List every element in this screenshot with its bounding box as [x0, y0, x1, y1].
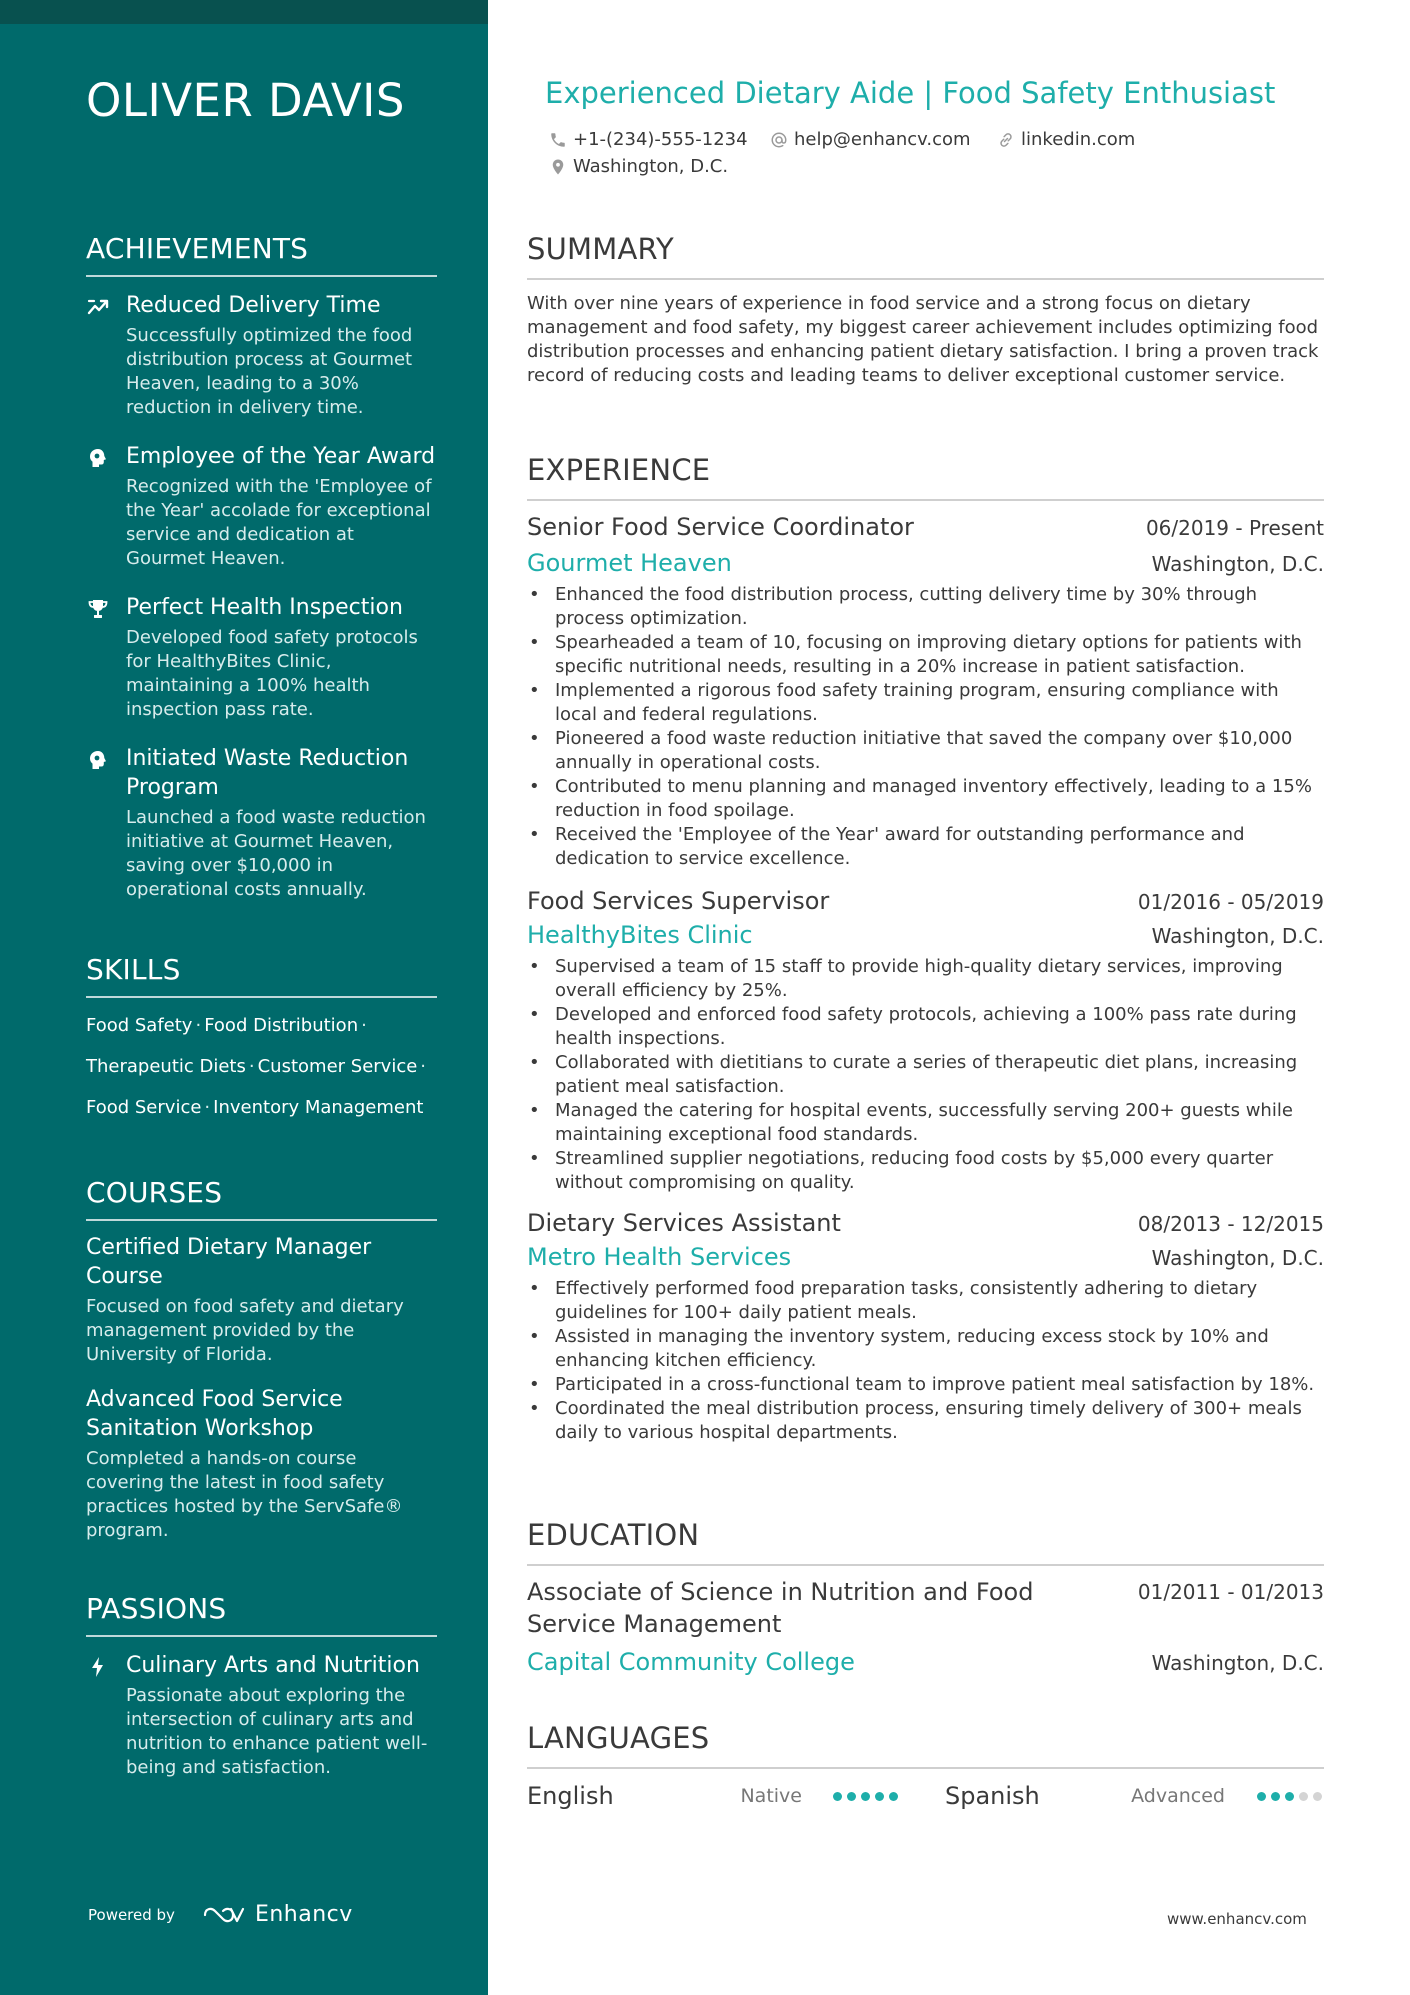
job-bullet: • Implemented a rigorous food safety training program, ensuring compliance with local and federal regulations. — [527, 679, 1324, 727]
achievement-title: Employee of the Year Award — [126, 444, 436, 469]
achievement-desc: Launched a food waste reduction initiative at Gourmet Heaven, saving over $10,000 in operational costs annually. — [126, 807, 426, 900]
achievement-title: Initiated Waste Reduction Program — [126, 746, 409, 800]
job-bullet: • Enhanced the food distribution process, cutting delivery time by 30% through process optimization. — [527, 583, 1324, 631]
language-name: Spanish — [945, 1782, 1040, 1810]
achievement-item — [86, 291, 437, 420]
rating-dot — [1313, 1792, 1322, 1801]
summary-section — [527, 232, 1324, 388]
phone-icon — [549, 131, 567, 149]
skill-tag: Food Safety — [86, 1015, 193, 1036]
job-bullet: • Effectively performed food preparation tasks, consistently adhering to dietary guidelines for 100+ daily patient meals. — [527, 1277, 1324, 1325]
job-dates: 06/2019 - Present — [1145, 516, 1324, 540]
link-icon — [997, 131, 1015, 149]
job-entry — [527, 511, 1324, 871]
job-company: Metro Health Services — [527, 1243, 792, 1271]
enhancv-logo[interactable] — [201, 1902, 353, 1927]
course-item — [86, 1385, 437, 1543]
sidebar — [0, 0, 488, 1995]
achievement-item — [86, 744, 437, 902]
passion-item — [86, 1651, 437, 1780]
contact-linkedin[interactable] — [997, 129, 1135, 150]
job-bullet: • Pioneered a food waste reduction initiative that saved the company over $10,000 annually in operational costs. — [527, 727, 1324, 775]
course-title: Advanced Food Service Sanitation Workshop — [86, 1387, 343, 1441]
skills-heading: SKILLS — [86, 953, 437, 998]
job-location: Washington, D.C. — [1151, 1246, 1324, 1270]
trending-icon — [86, 295, 110, 319]
at-icon — [770, 131, 788, 149]
job-bullets — [527, 583, 1324, 871]
candidate-name: OLIVER DAVIS — [86, 74, 405, 127]
rating-dot — [875, 1792, 884, 1801]
language-rating — [802, 1792, 945, 1801]
job-dates: 08/2013 - 12/2015 — [1137, 1212, 1324, 1236]
language-name: English — [527, 1782, 614, 1810]
languages-heading: LANGUAGES — [527, 1721, 1324, 1769]
email-text: help@enhancv.com — [794, 129, 971, 150]
achievement-item — [86, 442, 437, 571]
linkedin-text: linkedin.com — [1021, 129, 1136, 150]
location-pin-icon — [549, 158, 567, 176]
main-content — [527, 0, 1324, 1995]
phone-text: +1-(234)-555-1234 — [573, 129, 748, 150]
education-heading: EDUCATION — [527, 1518, 1324, 1566]
job-bullet: • Collaborated with dietitians to curate a series of therapeutic diet plans, increasing patient meal satisfaction. — [527, 1051, 1324, 1099]
job-bullets — [527, 1277, 1324, 1445]
job-location: Washington, D.C. — [1151, 552, 1324, 576]
job-bullet: • Assisted in managing the inventory system, reducing excess stock by 10% and enhancing kitchen efficiency. — [527, 1325, 1324, 1373]
rating-dot — [1299, 1792, 1308, 1801]
achievement-desc: Developed food safety protocols for HealthyBites Clinic, maintaining a 100% health inspection pass rate. — [126, 627, 418, 720]
job-entry — [527, 885, 1324, 1195]
bolt-icon — [86, 1655, 110, 1679]
language-rating — [1225, 1792, 1324, 1801]
achievement-title: Reduced Delivery Time — [126, 293, 381, 318]
skill-separator: · — [204, 1097, 211, 1118]
rating-dot — [889, 1792, 898, 1801]
skill-tag: Customer Service — [257, 1056, 418, 1077]
achievement-desc: Successfully optimized the food distribution process at Gourmet Heaven, leading to a 30% reduction in delivery time. — [126, 325, 413, 418]
languages-section — [527, 1721, 1324, 1813]
skills-section — [86, 953, 437, 1120]
contact-location — [549, 156, 728, 177]
rating-dot — [1285, 1792, 1294, 1801]
course-title: Certified Dietary Manager Course — [86, 1235, 372, 1289]
job-title: Dietary Services Assistant — [527, 1209, 841, 1237]
skills-line — [86, 1055, 437, 1079]
education-degree: Associate of Science in Nutrition and Food Service Management — [527, 1578, 1034, 1638]
rating-dot — [861, 1792, 870, 1801]
job-bullet: • Contributed to menu planning and managed inventory effectively, leading to a 15% reduction in food spoilage. — [527, 775, 1324, 823]
location-text: Washington, D.C. — [573, 156, 729, 177]
job-title: Senior Food Service Coordinator — [527, 513, 914, 541]
passion-desc: Passionate about exploring the intersection of culinary arts and nutrition to enhance patient well-being and satisfaction. — [126, 1685, 428, 1778]
job-entry — [527, 1207, 1324, 1445]
head-icon — [86, 446, 110, 470]
skill-tag: Food Service — [86, 1097, 202, 1118]
languages-row — [527, 1779, 1324, 1813]
education-section — [527, 1518, 1324, 1678]
course-desc: Completed a hands-on course covering the latest in food safety practices hosted by the ServSafe® program. — [86, 1448, 403, 1541]
job-bullets — [527, 955, 1324, 1195]
achievements-heading: ACHIEVEMENTS — [86, 232, 437, 277]
job-company: Gourmet Heaven — [527, 549, 732, 577]
experience-heading: EXPERIENCE — [527, 453, 1324, 501]
summary-text: With over nine years of experience in food service and a strong focus on dietary management and food safety, my biggest career achievement includes optimizing food distribution processes and enhancing patient dietary satisfaction. I bring a proven track record of reducing costs and leading teams to deliver exceptional customer service. — [527, 293, 1319, 386]
contact-phone[interactable] — [549, 129, 748, 150]
contact-email[interactable] — [770, 129, 971, 150]
job-company: HealthyBites Clinic — [527, 921, 753, 949]
skills-line — [86, 1014, 437, 1038]
powered-by-label: Powered by — [88, 1905, 175, 1924]
achievement-title: Perfect Health Inspection — [126, 595, 403, 620]
education-school: Capital Community College — [527, 1648, 855, 1676]
skill-separator: · — [420, 1056, 427, 1077]
skill-separator: · — [361, 1015, 367, 1036]
job-bullet: • Managed the catering for hospital events, successfully serving 200+ guests while maintaining exceptional food standards. — [527, 1099, 1324, 1147]
course-item — [86, 1233, 437, 1367]
job-bullet: • Coordinated the meal distribution process, ensuring timely delivery of 300+ meals daily to various hospital departments. — [527, 1397, 1324, 1445]
job-bullet: • Supervised a team of 15 staff to provide high-quality dietary services, improving overall efficiency by 25%. — [527, 955, 1324, 1003]
head-icon — [86, 748, 110, 772]
achievements-section — [86, 232, 437, 902]
language-level: Advanced — [1131, 1785, 1225, 1807]
experience-section — [527, 453, 1324, 1445]
sidebar-top-band — [0, 0, 488, 24]
job-bullet: • Spearheaded a team of 10, focusing on improving dietary options for patients with specific nutritional needs, resulting in a 20% increase in patient satisfaction. — [527, 631, 1324, 679]
rating-dot — [1271, 1792, 1280, 1801]
achievement-item — [86, 593, 437, 722]
course-desc: Focused on food safety and dietary management provided by the University of Florida. — [86, 1296, 404, 1365]
rating-dot — [847, 1792, 856, 1801]
trophy-icon — [86, 597, 110, 621]
powered-by — [88, 1902, 353, 1927]
summary-heading: SUMMARY — [527, 232, 1324, 280]
enhancv-logo-icon — [201, 1903, 247, 1927]
passions-heading: PASSIONS — [86, 1592, 437, 1637]
courses-section — [86, 1176, 437, 1543]
courses-heading: COURSES — [86, 1176, 437, 1221]
enhancv-logo-text: Enhancv — [254, 1902, 353, 1927]
passion-title: Culinary Arts and Nutrition — [126, 1653, 420, 1678]
skills-line — [86, 1096, 437, 1120]
achievement-desc: Recognized with the 'Employee of the Year' accolade for exceptional service and dedication at Gourmet Heaven. — [126, 476, 432, 569]
skill-tag: Food Distribution — [204, 1015, 359, 1036]
enhancv-site-link[interactable]: www.enhancv.com — [1167, 1910, 1307, 1928]
skill-separator: · — [248, 1056, 255, 1077]
education-dates: 01/2011 - 01/2013 — [1137, 1580, 1324, 1604]
skill-separator: · — [195, 1015, 202, 1036]
job-bullet: • Received the 'Employee of the Year' award for outstanding performance and dedication to service excellence. — [527, 823, 1324, 871]
education-entry — [527, 1576, 1324, 1678]
job-bullet: • Streamlined supplier negotiations, reducing food costs by $5,000 every quarter without compromising on quality. — [527, 1147, 1324, 1195]
headline: Experienced Dietary Aide | Food Safety Enthusiast — [545, 76, 1276, 110]
job-title: Food Services Supervisor — [527, 887, 830, 915]
job-location: Washington, D.C. — [1151, 924, 1324, 948]
passions-section — [86, 1592, 437, 1780]
job-bullet: • Participated in a cross-functional team to improve patient meal satisfaction by 18%. — [527, 1373, 1324, 1397]
skill-tag: Inventory Management — [213, 1097, 424, 1118]
education-location: Washington, D.C. — [1151, 1651, 1324, 1675]
skill-tag: Therapeutic Diets — [86, 1056, 246, 1077]
rating-dot — [833, 1792, 842, 1801]
language-level: Native — [740, 1785, 802, 1807]
job-bullet: • Developed and enforced food safety protocols, achieving a 100% pass rate during health inspections. — [527, 1003, 1324, 1051]
rating-dot — [1257, 1792, 1266, 1801]
job-dates: 01/2016 - 05/2019 — [1137, 890, 1324, 914]
